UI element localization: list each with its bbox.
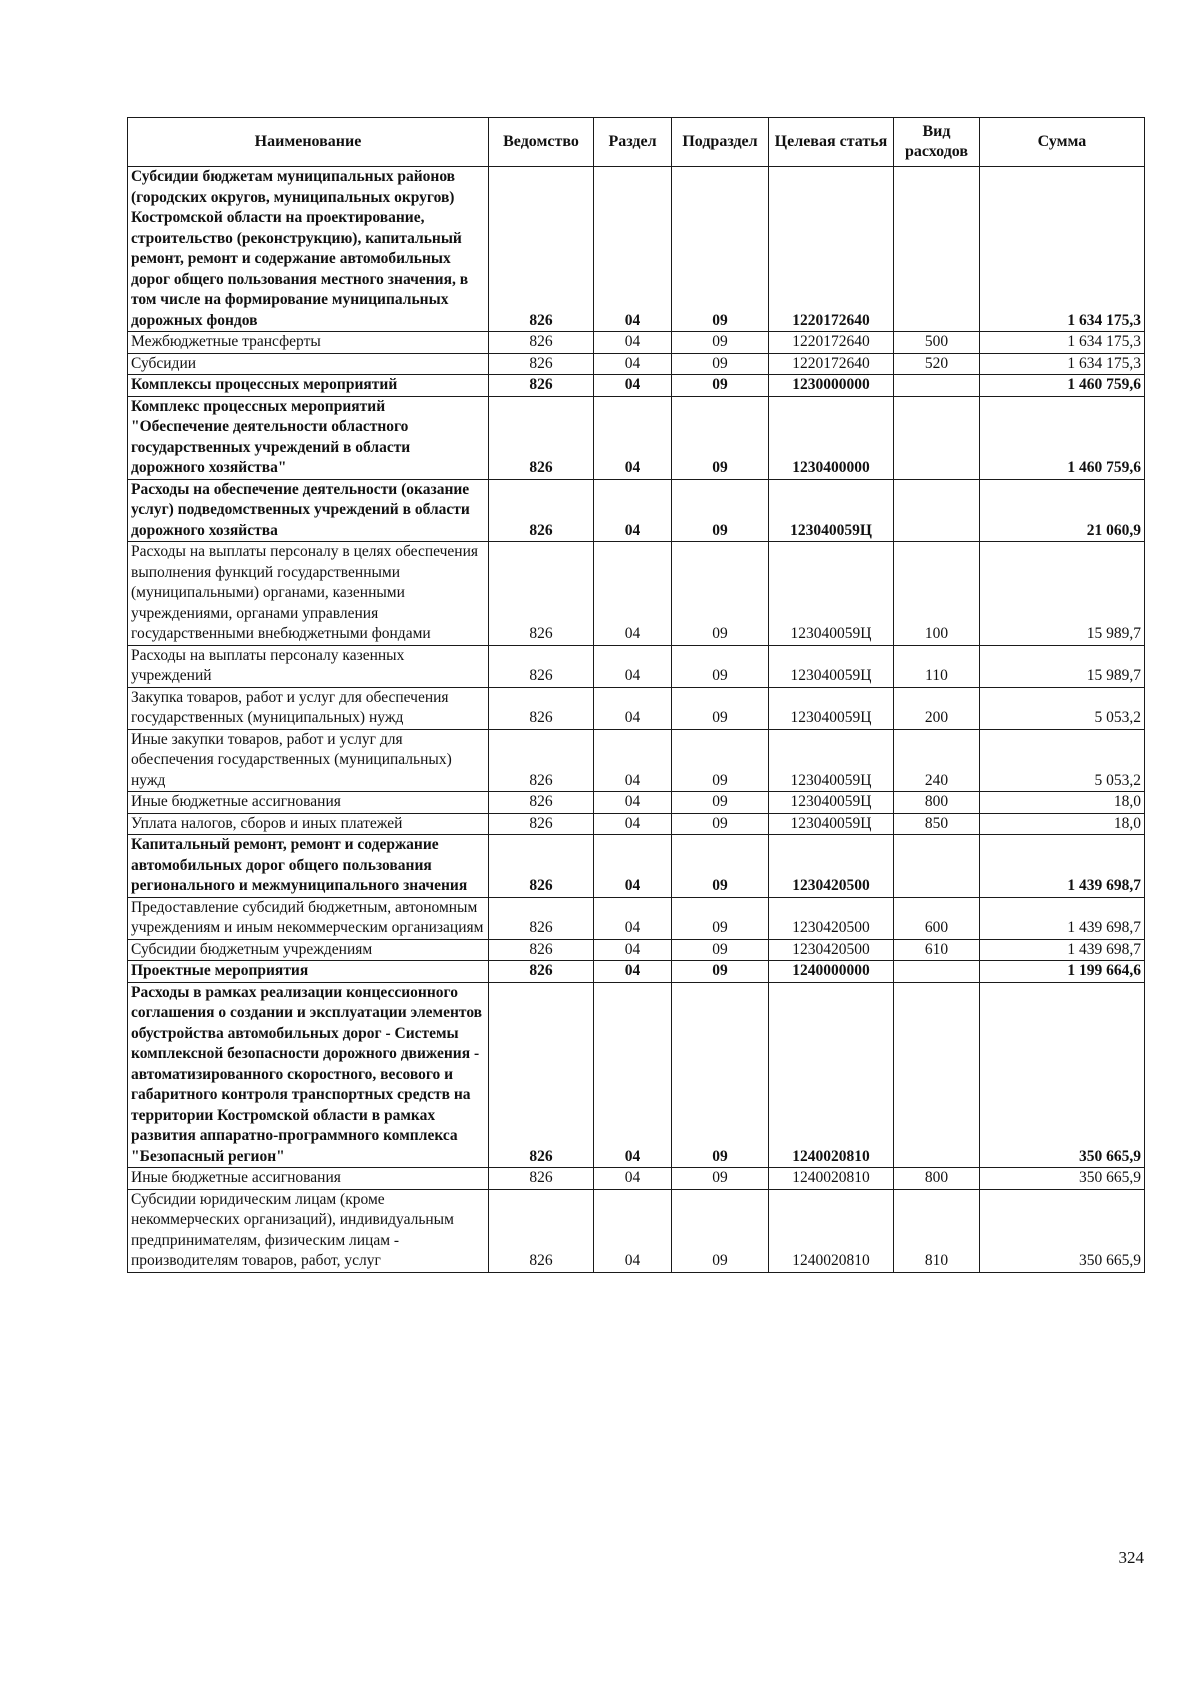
- cell-podrazdel: 09: [672, 897, 769, 939]
- cell-vedomstvo: 826: [489, 687, 594, 729]
- cell-podrazdel: 09: [672, 396, 769, 479]
- cell-vid-rashodov: [894, 835, 980, 898]
- cell-celevaya-statya: 123040059Ц: [769, 645, 894, 687]
- cell-celevaya-statya: 1220172640: [769, 332, 894, 354]
- cell-vid-rashodov: 110: [894, 645, 980, 687]
- table-row: [128, 792, 1145, 814]
- cell-summa: 18,0: [980, 792, 1145, 814]
- cell-celevaya-statya: 1240020810: [769, 982, 894, 1168]
- cell-name: Закупка товаров, работ и услуг для обеспечения государственных (муниципальных) нужд: [128, 687, 489, 729]
- cell-summa: 1 439 698,7: [980, 835, 1145, 898]
- table-header: [128, 118, 1145, 167]
- table-row: [128, 396, 1145, 479]
- cell-name: Субсидии: [128, 353, 489, 375]
- cell-summa: 5 053,2: [980, 729, 1145, 792]
- cell-podrazdel: 09: [672, 813, 769, 835]
- header-vid-rashodov: Вид расходов: [894, 118, 980, 167]
- cell-podrazdel: 09: [672, 687, 769, 729]
- cell-vedomstvo: 826: [489, 939, 594, 961]
- table-row: [128, 982, 1145, 1168]
- cell-razdel: 04: [594, 813, 672, 835]
- cell-podrazdel: 09: [672, 792, 769, 814]
- cell-celevaya-statya: 123040059Ц: [769, 792, 894, 814]
- cell-celevaya-statya: 1230000000: [769, 375, 894, 397]
- header-name: Наименование: [128, 118, 489, 167]
- cell-podrazdel: 09: [672, 835, 769, 898]
- cell-name: Расходы в рамках реализации концессионного соглашения о создании и эксплуатации элементов обустройства автомобильных дорог - Системы комплексной безопасности дорожного движения - автоматизированного скоростного, весового и габаритного контроля транспортных средств на территории Костромской области в рамках развития аппаратно-программного комплекса "Безопасный регион": [128, 982, 489, 1168]
- header-celevaya-statya: Целевая статья: [769, 118, 894, 167]
- cell-name: Проектные мероприятия: [128, 961, 489, 983]
- cell-summa: 1 634 175,3: [980, 167, 1145, 332]
- table-row: [128, 1189, 1145, 1272]
- table-row: [128, 167, 1145, 332]
- cell-razdel: 04: [594, 167, 672, 332]
- header-summa: Сумма: [980, 118, 1145, 167]
- cell-name: Иные закупки товаров, работ и услуг для обеспечения государственных (муниципальных) нужд: [128, 729, 489, 792]
- cell-vedomstvo: 826: [489, 1189, 594, 1272]
- cell-vedomstvo: 826: [489, 353, 594, 375]
- cell-podrazdel: 09: [672, 982, 769, 1168]
- table-row: [128, 813, 1145, 835]
- cell-name: Расходы на обеспечение деятельности (оказание услуг) подведомственных учреждений в области дорожного хозяйства: [128, 479, 489, 542]
- cell-razdel: 04: [594, 645, 672, 687]
- cell-summa: 1 634 175,3: [980, 332, 1145, 354]
- header-vedomstvo: Ведомство: [489, 118, 594, 167]
- cell-vedomstvo: 826: [489, 982, 594, 1168]
- table-row: [128, 353, 1145, 375]
- table-row: [128, 479, 1145, 542]
- cell-razdel: 04: [594, 1168, 672, 1190]
- cell-vedomstvo: 826: [489, 1168, 594, 1190]
- cell-vid-rashodov: 850: [894, 813, 980, 835]
- cell-celevaya-statya: 123040059Ц: [769, 687, 894, 729]
- table-row: [128, 897, 1145, 939]
- cell-razdel: 04: [594, 982, 672, 1168]
- cell-vedomstvo: 826: [489, 813, 594, 835]
- table-row: [128, 332, 1145, 354]
- cell-podrazdel: 09: [672, 645, 769, 687]
- cell-summa: 1 439 698,7: [980, 939, 1145, 961]
- cell-podrazdel: 09: [672, 332, 769, 354]
- cell-summa: 1 439 698,7: [980, 897, 1145, 939]
- header-podrazdel: Подраздел: [672, 118, 769, 167]
- cell-vid-rashodov: [894, 961, 980, 983]
- cell-name: Субсидии бюджетам муниципальных районов (городских округов, муниципальных округов) Костромской области на проектирование, строительство (реконструкцию), капитальный ремонт, ремонт и содержание автомобильных дорог общего пользования местного значения, в том числе на формирование муниципальных дорожных фондов: [128, 167, 489, 332]
- cell-razdel: 04: [594, 479, 672, 542]
- cell-summa: 350 665,9: [980, 1189, 1145, 1272]
- cell-name: Субсидии бюджетным учреждениям: [128, 939, 489, 961]
- cell-podrazdel: 09: [672, 729, 769, 792]
- cell-summa: 350 665,9: [980, 982, 1145, 1168]
- cell-vid-rashodov: 500: [894, 332, 980, 354]
- cell-celevaya-statya: 1230400000: [769, 396, 894, 479]
- cell-razdel: 04: [594, 961, 672, 983]
- header-razdel: Раздел: [594, 118, 672, 167]
- cell-razdel: 04: [594, 332, 672, 354]
- cell-summa: 1 199 664,6: [980, 961, 1145, 983]
- cell-vid-rashodov: 100: [894, 542, 980, 646]
- cell-vid-rashodov: [894, 982, 980, 1168]
- cell-celevaya-statya: 123040059Ц: [769, 542, 894, 646]
- cell-razdel: 04: [594, 542, 672, 646]
- cell-podrazdel: 09: [672, 1189, 769, 1272]
- cell-podrazdel: 09: [672, 1168, 769, 1190]
- cell-celevaya-statya: 1230420500: [769, 939, 894, 961]
- cell-vid-rashodov: 800: [894, 1168, 980, 1190]
- table-row: [128, 645, 1145, 687]
- cell-podrazdel: 09: [672, 353, 769, 375]
- cell-celevaya-statya: 1230420500: [769, 897, 894, 939]
- cell-vedomstvo: 826: [489, 835, 594, 898]
- cell-vid-rashodov: 800: [894, 792, 980, 814]
- table-row: [128, 687, 1145, 729]
- cell-podrazdel: 09: [672, 961, 769, 983]
- header-row: [128, 118, 1145, 167]
- table-row: [128, 729, 1145, 792]
- cell-celevaya-statya: 1240020810: [769, 1189, 894, 1272]
- cell-summa: 5 053,2: [980, 687, 1145, 729]
- cell-vid-rashodov: 240: [894, 729, 980, 792]
- cell-vid-rashodov: [894, 167, 980, 332]
- cell-vedomstvo: 826: [489, 332, 594, 354]
- cell-vid-rashodov: 200: [894, 687, 980, 729]
- cell-vedomstvo: 826: [489, 792, 594, 814]
- cell-name: Межбюджетные трансферты: [128, 332, 489, 354]
- cell-razdel: 04: [594, 835, 672, 898]
- cell-name: Расходы на выплаты персоналу казенных учреждений: [128, 645, 489, 687]
- cell-podrazdel: 09: [672, 167, 769, 332]
- table-body: [128, 167, 1145, 1273]
- cell-summa: 21 060,9: [980, 479, 1145, 542]
- cell-name: Капитальный ремонт, ремонт и содержание автомобильных дорог общего пользования регионального и межмуниципального значения: [128, 835, 489, 898]
- budget-table: [127, 117, 1145, 1273]
- page-number: 324: [1118, 1548, 1144, 1567]
- cell-summa: 1 460 759,6: [980, 375, 1145, 397]
- table-row: [128, 375, 1145, 397]
- cell-vedomstvo: 826: [489, 167, 594, 332]
- cell-podrazdel: 09: [672, 939, 769, 961]
- cell-vedomstvo: 826: [489, 729, 594, 792]
- cell-vid-rashodov: 810: [894, 1189, 980, 1272]
- cell-vedomstvo: 826: [489, 645, 594, 687]
- cell-summa: 1 460 759,6: [980, 396, 1145, 479]
- cell-celevaya-statya: 1220172640: [769, 353, 894, 375]
- cell-name: Комплекс процессных мероприятий "Обеспечение деятельности областного государственных учреждений в области дорожного хозяйства": [128, 396, 489, 479]
- table-row: [128, 542, 1145, 646]
- cell-celevaya-statya: 123040059Ц: [769, 729, 894, 792]
- cell-celevaya-statya: 123040059Ц: [769, 813, 894, 835]
- cell-vid-rashodov: [894, 396, 980, 479]
- cell-celevaya-statya: 1240000000: [769, 961, 894, 983]
- cell-vid-rashodov: 600: [894, 897, 980, 939]
- cell-vid-rashodov: [894, 375, 980, 397]
- cell-name: Уплата налогов, сборов и иных платежей: [128, 813, 489, 835]
- cell-celevaya-statya: 1220172640: [769, 167, 894, 332]
- cell-name: Субсидии юридическим лицам (кроме некоммерческих организаций), индивидуальным предпринимателям, физическим лицам - производителям товаров, работ, услуг: [128, 1189, 489, 1272]
- cell-vedomstvo: 826: [489, 375, 594, 397]
- table-row: [128, 939, 1145, 961]
- cell-summa: 15 989,7: [980, 542, 1145, 646]
- cell-summa: 350 665,9: [980, 1168, 1145, 1190]
- cell-razdel: 04: [594, 687, 672, 729]
- cell-vid-rashodov: [894, 479, 980, 542]
- cell-podrazdel: 09: [672, 542, 769, 646]
- cell-vid-rashodov: 610: [894, 939, 980, 961]
- cell-razdel: 04: [594, 792, 672, 814]
- table-row: [128, 835, 1145, 898]
- cell-name: Комплексы процессных мероприятий: [128, 375, 489, 397]
- table-row: [128, 1168, 1145, 1190]
- cell-summa: 1 634 175,3: [980, 353, 1145, 375]
- cell-vid-rashodov: 520: [894, 353, 980, 375]
- table-row: [128, 961, 1145, 983]
- cell-celevaya-statya: 123040059Ц: [769, 479, 894, 542]
- cell-vedomstvo: 826: [489, 479, 594, 542]
- cell-name: Иные бюджетные ассигнования: [128, 792, 489, 814]
- cell-name: Иные бюджетные ассигнования: [128, 1168, 489, 1190]
- cell-razdel: 04: [594, 375, 672, 397]
- cell-razdel: 04: [594, 939, 672, 961]
- cell-vedomstvo: 826: [489, 961, 594, 983]
- cell-name: Предоставление субсидий бюджетным, автономным учреждениям и иным некоммерческим организациям: [128, 897, 489, 939]
- cell-razdel: 04: [594, 1189, 672, 1272]
- cell-vedomstvo: 826: [489, 897, 594, 939]
- cell-summa: 15 989,7: [980, 645, 1145, 687]
- cell-summa: 18,0: [980, 813, 1145, 835]
- cell-podrazdel: 09: [672, 479, 769, 542]
- cell-name: Расходы на выплаты персоналу в целях обеспечения выполнения функций государственными (муниципальными) органами, казенными учреждениями, органами управления государственными внебюджетными фондами: [128, 542, 489, 646]
- cell-podrazdel: 09: [672, 375, 769, 397]
- cell-vedomstvo: 826: [489, 542, 594, 646]
- cell-razdel: 04: [594, 353, 672, 375]
- cell-razdel: 04: [594, 396, 672, 479]
- cell-celevaya-statya: 1230420500: [769, 835, 894, 898]
- cell-vedomstvo: 826: [489, 396, 594, 479]
- cell-razdel: 04: [594, 729, 672, 792]
- cell-celevaya-statya: 1240020810: [769, 1168, 894, 1190]
- cell-razdel: 04: [594, 897, 672, 939]
